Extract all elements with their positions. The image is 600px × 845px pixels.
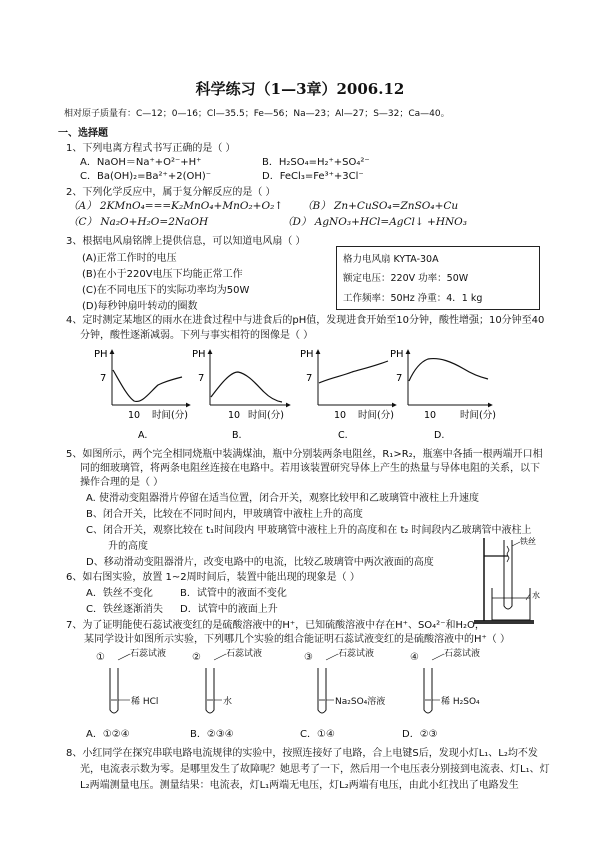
q4-line-2: 分钟，酸性逐渐减弱。下列与事实相符的图像是（ ） <box>80 330 314 341</box>
graph-c-tick-7: 7 <box>306 373 313 384</box>
graph-b <box>192 349 290 441</box>
label-water: 水 <box>532 591 540 600</box>
tube-1-reagent: 石蕊试液 <box>130 649 167 659</box>
graph-c-x-label: 时间(分) <box>358 410 394 421</box>
q7-tubes <box>110 654 444 713</box>
q6-option-b: B．试管中的液面不变化 <box>180 588 287 599</box>
q5-option-c-2: 升的高度 <box>108 541 148 552</box>
q1-option-b: B．H₂SO₄=H₂⁺+SO₄²⁻ <box>262 157 370 168</box>
graph-c-label: C. <box>338 430 348 441</box>
q6-option-c: C．铁丝逐渐消失 <box>86 604 163 615</box>
graph-b-label: B. <box>232 430 242 441</box>
graph-c-tick-10: 10 <box>334 410 347 421</box>
q3-option-c: (C)在不同电压下的实际功率均为50W <box>82 285 250 296</box>
q1-option-c: C．Ba(OH)₂=Ba²⁺+2(OH)⁻ <box>80 171 212 182</box>
q7-line-2: 某同学设计如图所示实验，下列哪几个实验的组合能证明石蕊试液变红的是硫酸溶液中的H⁺（ ） <box>84 634 510 645</box>
tube-1 <box>110 654 130 713</box>
q1-option-d: D．FeCl₃=Fe³⁺+3Cl⁻ <box>262 171 364 182</box>
graph-a-label: A. <box>138 430 148 441</box>
q7-option-a: A．①②④ <box>86 729 130 740</box>
section-heading: 一、选择题 <box>58 128 108 139</box>
tube-2-solution: 水 <box>223 697 233 707</box>
graph-a-y-label: PH <box>94 349 108 360</box>
nameplate-line-3: 工作频率：50Hz 净重：4．1 kg <box>343 293 483 304</box>
graph-d-x-label: 时间(分) <box>460 410 496 421</box>
q2-option-a: （A） 2KMnO₄===K₂MnO₄+MnO₂+O₂↑ <box>68 200 284 212</box>
q5-line-3: 操作合理的是（ ） <box>80 477 164 488</box>
iron-wire <box>507 546 509 562</box>
graph-b-y-label: PH <box>192 349 206 360</box>
q7-option-b: B．②③④ <box>190 729 234 740</box>
graph-b-curve <box>211 372 282 402</box>
graph-d <box>390 349 496 441</box>
q3-option-d: (D)每秒钟扇叶转动的圈数 <box>82 301 198 312</box>
q3-option-b: (B)在小于220V电压下均能正常工作 <box>82 269 243 280</box>
graph-a-x-label: 时间(分) <box>152 410 188 421</box>
q5-line-1: 5、如图所示，两个完全相同烧瓶中装满煤油，瓶中分别装两条电阻丝，R₁>R₂，瓶塞中各插一根两端开口相 <box>66 449 543 460</box>
q5-line-2: 同的细玻璃管，将两条电阻丝连接在电路中。若用该装置研究导体上产生的热量与导体电阻的关系，以下 <box>80 463 540 474</box>
test-tube <box>504 540 512 609</box>
nameplate-line-2: 额定电压：220V 功率：50W <box>343 273 469 284</box>
tube-3-solution: Na₂SO₄溶液 <box>335 697 386 707</box>
graph-b-tick-10: 10 <box>228 410 241 421</box>
page-title: 科学练习（1—3章）2006.12 <box>195 80 405 98</box>
q2-option-d: （D） AgNO₃+HCl=AgCl↓ +HNO₃ <box>282 216 468 228</box>
q7-line-1: 7、为了证明能使石蕊试液变红的是硫酸溶液中的H⁺，已知硫酸溶液中存在H⁺、SO₄²⁻和H₂O， <box>66 620 485 631</box>
graph-a <box>94 349 190 441</box>
q2-stem: 2、下列化学反应中，属于复分解反应的是（ ） <box>66 187 276 198</box>
q8-line-3: L₂两端测量电压。测量结果：电流表，灯L₁两端无电压，灯L₂两端有电压，由此小红找出了电路发生 <box>80 780 519 791</box>
tube-2-reagent: 石蕊试液 <box>226 649 263 659</box>
graph-d-curve <box>409 359 488 381</box>
graph-d-label: D. <box>434 430 445 441</box>
q3-stem: 3、根据电风扇铭牌上提供信息，可以知道电风扇（ ） <box>66 236 306 247</box>
q5-option-b: B、闭合开关，比较在不同时间内，甲玻璃管中液柱上升的高度 <box>86 509 363 520</box>
q5-option-c-1: C、闭合开关，观察比较在 t₁时间段内 甲玻璃管中液柱上升的高度和在 t₂ 时间段内乙玻璃管中液柱上 <box>86 525 532 536</box>
q1-stem: 1、下列电离方程式书写正确的是（ ） <box>66 143 236 154</box>
q1-option-a: A．NaOH＝Na⁺+O²⁻+H⁺ <box>80 157 202 168</box>
graph-c <box>300 349 396 441</box>
graph-c-curve <box>319 361 388 383</box>
tube-4-reagent: 石蕊试液 <box>444 649 481 659</box>
tube-4-number: ④ <box>410 652 419 663</box>
atomic-masses: 相对原子质量有：C—12；0—16；Cl—35.5；Fe—56；Na—23；Al—27；S—32；Ca—40。 <box>64 109 450 119</box>
q6-option-a: A．铁丝不变化 <box>86 588 153 599</box>
graph-a-curve <box>113 370 182 401</box>
graph-d-tick-10: 10 <box>424 410 437 421</box>
q7-option-d: D．②③ <box>402 729 438 740</box>
graph-a-tick-7: 7 <box>100 373 107 384</box>
q8-line-2: 光，电流表示数为零。是哪里发生了故障呢？她思考了一下，然后用一个电压表分别接到电流表、灯L₁、灯 <box>80 764 550 775</box>
q2-option-c: （C） Na₂O+H₂O=2NaOH <box>68 216 209 228</box>
tube-2-number: ② <box>192 652 201 663</box>
tube-3-number: ③ <box>304 652 313 663</box>
graph-d-y-label: PH <box>390 349 404 360</box>
q3-option-a: (A)正常工作时的电压 <box>82 253 177 264</box>
q6-option-d: D．试管中的液面上升 <box>180 604 278 615</box>
q6-stem: 6、如右图实验，放置 1~2周时间后，装置中能出现的现象是（ ） <box>66 572 360 583</box>
tube-1-solution: 稀 HCl <box>131 697 159 707</box>
q5-option-a: A. 使滑动变阻器滑片停留在适当位置，闭合开关，观察比较甲和乙玻璃管中液柱上升速度 <box>86 493 480 504</box>
label-iron-wire: 铁丝 <box>520 537 536 546</box>
beaker <box>492 588 530 620</box>
q8-line-1: 8、小红同学在探究串联电路电流规律的实验中，按照连接好了电路，合上电键S后，发现小灯L₁、L₂均不发 <box>66 748 538 759</box>
q6-apparatus <box>474 536 540 624</box>
q7-option-c: C．①④ <box>300 729 335 740</box>
q5-option-d: D、移动滑动变阻器滑片，改变电路中的电流，比较乙玻璃管中两次液面的高度 <box>86 557 434 568</box>
nameplate-line-1: 格力电风扇 KYTA-30A <box>343 254 439 265</box>
tube-3-reagent: 石蕊试液 <box>338 649 375 659</box>
graph-b-tick-7: 7 <box>198 373 205 384</box>
graph-d-tick-7: 7 <box>396 373 403 384</box>
graph-b-x-label: 时间(分) <box>248 410 284 421</box>
graph-a-tick-10: 10 <box>128 410 141 421</box>
graph-c-y-label: PH <box>300 349 314 360</box>
tube-4-solution: 稀 H₂SO₄ <box>441 697 480 707</box>
tube-1-number: ① <box>96 652 105 663</box>
q4-line-1: 4、定时测定某地区的雨水在进食过程中与进食后的pH值，发现进食开始至10分钟，酸性增强；10分钟至40 <box>66 315 545 326</box>
q2-option-b: （B） Zn+CuSO₄=ZnSO₄+Cu <box>302 200 459 212</box>
